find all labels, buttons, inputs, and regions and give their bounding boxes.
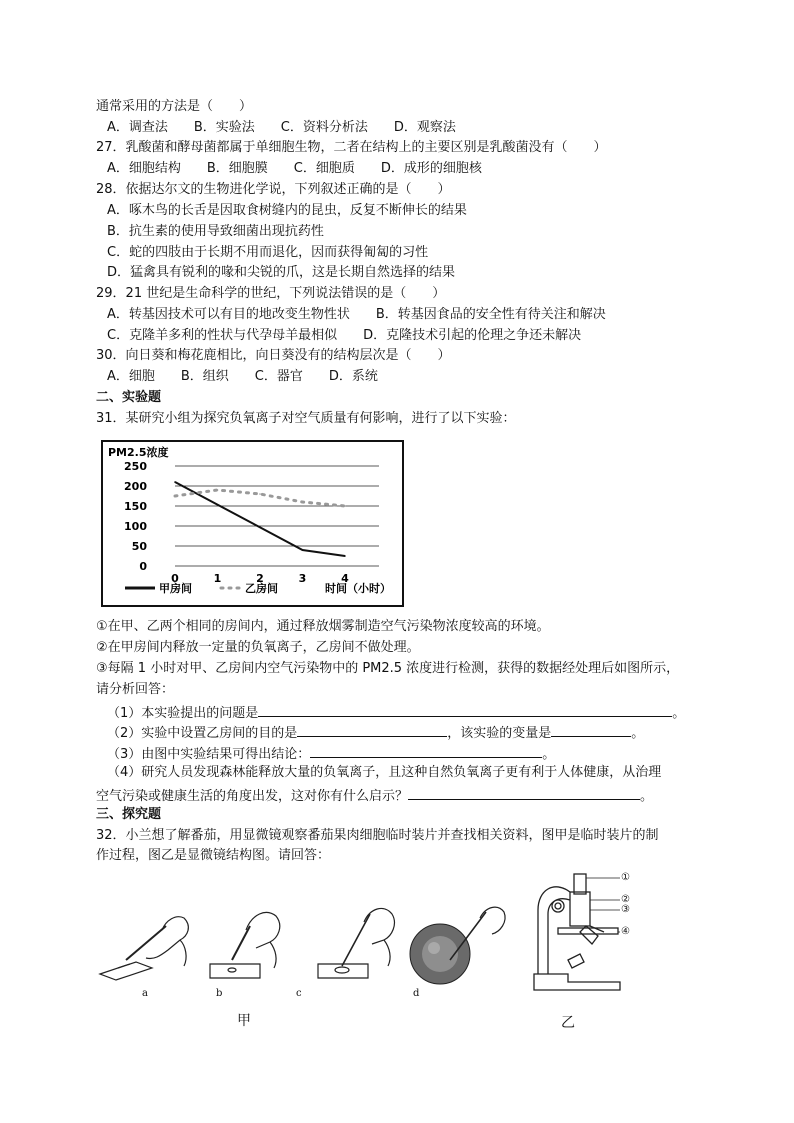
pm25-chart — [101, 440, 404, 607]
data-point — [344, 555, 346, 557]
step-label-c: c — [296, 988, 302, 999]
chart-svg — [103, 442, 402, 605]
options-27: A．细胞结构 B．细胞膜 C．细胞质 D．成形的细胞核 — [107, 161, 482, 176]
question-31-2 — [107, 722, 644, 743]
question-31-4: （4）研究人员发现森林能释放大量的负氧离子，且这种自然负氧离子更有利于人体健康，从治理 — [107, 765, 662, 780]
y-tick-label: 250 — [124, 460, 147, 473]
figure-caption-left: 甲 — [237, 1013, 251, 1029]
step-3-cont: 请分析回答： — [96, 682, 175, 697]
step-b-drawing — [210, 912, 280, 978]
question-32: 32．小兰想了解番茄，用显微镜观察番茄果肉细胞临时装片并查找相关资料，图甲是临时装片的制 — [96, 828, 659, 843]
q-text: （3）由图中实验结果可得出结论： — [107, 747, 311, 762]
question-32-cont: 作过程，图乙是显微镜结构图。请回答： — [96, 848, 331, 863]
figure-caption-right: 乙 — [561, 1015, 575, 1031]
answer-blank[interactable] — [408, 785, 640, 800]
period: 。 — [672, 706, 686, 721]
data-point — [259, 493, 261, 495]
section-heading: 二、实验题 — [96, 390, 162, 405]
y-axis-label: PM2.5浓度 — [108, 446, 169, 459]
step-label-b: b — [216, 988, 223, 999]
slide-preparation-figure — [96, 900, 516, 990]
scope-label-4: ④ — [621, 926, 630, 937]
question-28: 28．依据达尔文的生物进化学说，下列叙述正确的是（ ） — [96, 182, 451, 197]
q-text: （1）本实验提出的问题是 — [107, 706, 259, 721]
q-text: 空气污染或健康生活的角度出发，这对你有什么启示？ — [96, 789, 409, 804]
data-point — [174, 481, 176, 483]
x-tick-label: 1 — [213, 572, 222, 585]
option-28a: A．啄木鸟的长舌是因取食树缝内的昆虫，反复不断伸长的结果 — [107, 203, 467, 218]
q-text: （2）实验中设置乙房间的目的是 — [107, 726, 298, 741]
text-line: 通常采用的方法是（ ） — [96, 99, 253, 114]
step-2: ②在甲房间内释放一定量的负氧离子，乙房间不做处理。 — [96, 640, 420, 655]
period: 。 — [640, 789, 654, 804]
step-c-drawing — [318, 908, 394, 978]
series-line-yi — [175, 490, 345, 506]
option-28d: D．猛禽具有锐利的喙和尖锐的爪，这是长期自然选择的结果 — [107, 265, 456, 280]
y-tick-label: 0 — [139, 560, 147, 573]
answer-blank[interactable] — [551, 722, 631, 737]
section-heading: 三、探究题 — [96, 807, 162, 822]
period: 。 — [542, 747, 556, 762]
microscope-figure — [528, 870, 688, 996]
text-line: A．调查法 B．实验法 C．资料分析法 D．观察法 — [107, 120, 456, 135]
step-label-d: d — [413, 988, 420, 999]
y-tick-label: 150 — [124, 500, 147, 513]
step-3: ③每隔 1 小时对甲、乙房间内空气污染物中的 PM2.5 浓度进行检测，获得的数据经处理后如图所示， — [96, 661, 680, 676]
x-axis-label: 时间（小时） — [325, 582, 391, 595]
data-point — [174, 495, 176, 497]
question-31: 31．某研究小组为探究负氧离子对空气质量有何影响，进行了以下实验： — [96, 411, 516, 426]
options-29cd: C．克隆羊多利的性状与代孕母羊最相似 D．克隆技术引起的伦理之争还未解决 — [107, 328, 582, 343]
q-text: ，该实验的变量是 — [447, 726, 552, 741]
data-point — [302, 501, 304, 503]
y-tick-label: 100 — [124, 520, 147, 533]
step-1: ①在甲、乙两个相同的房间内，通过释放烟雾制造空气污染物浓度较高的环境。 — [96, 619, 550, 634]
question-29: 29．21 世纪是生命科学的世纪，下列说法错误的是（ ） — [96, 286, 446, 301]
scope-label-2: ② — [621, 894, 630, 905]
question-31-1 — [107, 702, 685, 723]
question-30: 30．向日葵和梅花鹿相比，向日葵没有的结构层次是（ ） — [96, 348, 451, 363]
x-tick-label: 4 — [341, 572, 349, 585]
step-a-drawing — [100, 917, 188, 980]
question-31-3 — [107, 743, 555, 764]
x-tick-label: 3 — [298, 572, 307, 585]
question-31-4-cont — [96, 785, 653, 806]
x-tick-label: 0 — [171, 572, 179, 585]
x-tick-label: 2 — [256, 572, 264, 585]
data-point — [217, 489, 219, 491]
step-label-a: a — [142, 988, 148, 999]
answer-blank[interactable] — [258, 702, 672, 717]
answer-blank[interactable] — [310, 743, 542, 758]
option-28b: B．抗生素的使用导致细菌出现抗药性 — [107, 224, 324, 239]
question-27: 27．乳酸菌和酵母菌都属于单细胞生物，二者在结构上的主要区别是乳酸菌没有（ ） — [96, 140, 607, 155]
options-29ab: A．转基因技术可以有目的地改变生物性状 B．转基因食品的安全性有待关注和解决 — [107, 307, 606, 322]
answer-blank[interactable] — [297, 722, 447, 737]
data-point — [302, 549, 304, 551]
y-tick-label: 200 — [124, 480, 147, 493]
scope-label-3: ③ — [621, 904, 630, 915]
legend-label-yi: 乙房间 — [245, 582, 278, 595]
options-30: A．细胞 B．组织 C．器官 D．系统 — [107, 369, 378, 384]
legend-label-jia: 甲房间 — [159, 582, 192, 595]
option-28c: C．蛇的四肢由于长期不用而退化，因而获得匍匐的习性 — [107, 245, 429, 260]
data-point — [344, 505, 346, 507]
y-tick-label: 50 — [131, 540, 147, 553]
period: 。 — [631, 726, 645, 741]
step-d-drawing — [410, 907, 505, 984]
scope-label-1: ① — [621, 872, 630, 883]
